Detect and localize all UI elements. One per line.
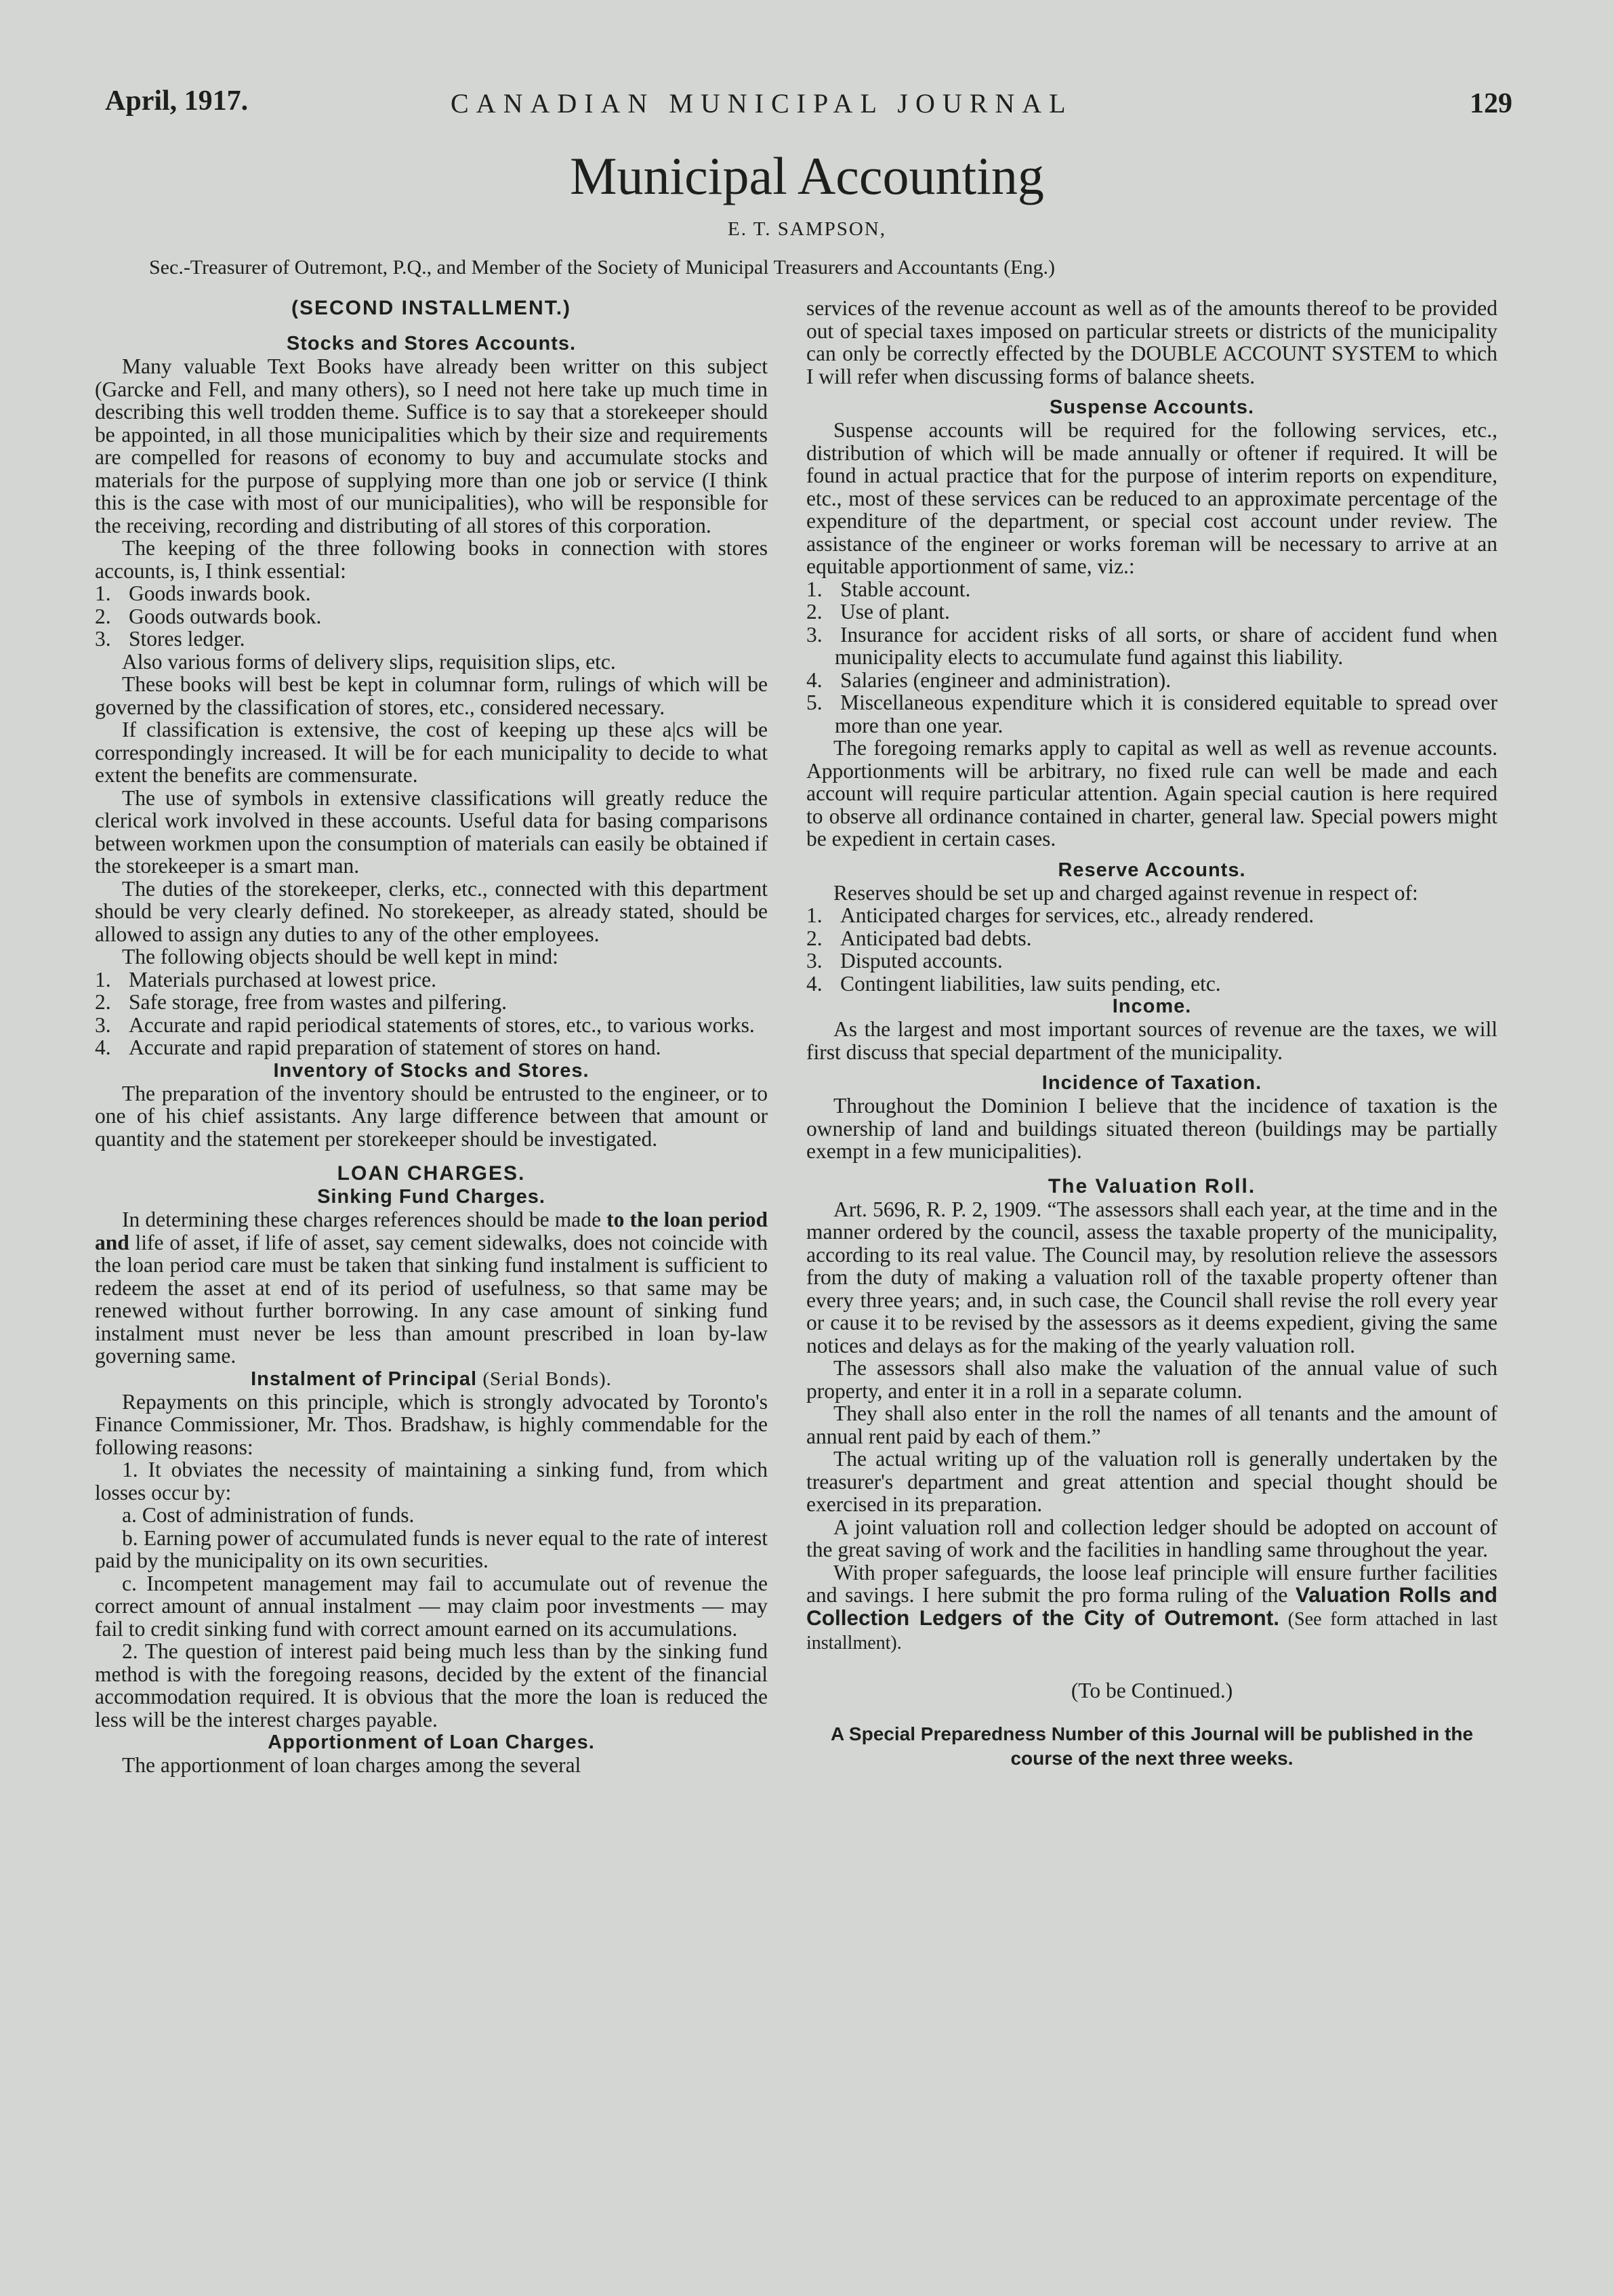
list-item: 3. Insurance for accident risks of all sorts, or share of accident fund when municipality elects to accumulate fund against this liability.	[806, 622, 1497, 669]
heading-income: Income.	[1112, 996, 1192, 1017]
list-item: 1. Stable account.	[806, 577, 971, 601]
heading-apportionment: Apportionment of Loan Charges.	[268, 1731, 595, 1753]
paragraph: The foregoing remarks apply to capital as well as well as revenue accounts. Apportionments will be arbitrary, no fixed rule can well be made and each account will require particular attention. Again special caution is here required to observe all ordinance contained in charter, general law. Special powers might be expedient in certain cases.	[806, 736, 1497, 850]
paragraph: Suspense accounts will be required for the following services, etc., distribution of which will be made annually or oftener if required. It will be found in actual practice that for the purpose of interim reports on expenditure, etc., most of these services can be reduced to an approximate percentage of the expenditure of the department, or special cost account under review. The assistance of the engineer or works foreman will be necessary to arrive at an equitable apportionment of same, viz.:	[806, 418, 1497, 578]
paragraph: These books will best be kept in columnar form, rulings of which will be governed by the classification of stores, etc., considered necessary.	[95, 672, 768, 719]
journal-name: CANADIAN MUNICIPAL JOURNAL	[451, 88, 1073, 119]
list-item: 4. Contingent liabilities, law suits pending, etc.	[806, 971, 1221, 996]
to-be-continued: (To be Continued.)	[1071, 1678, 1233, 1702]
paragraph: Also various forms of delivery slips, requisition slips, etc.	[122, 649, 616, 674]
page-number: 129	[1470, 88, 1512, 119]
article-title: Municipal Accounting	[570, 146, 1044, 205]
paragraph: The assessors shall also make the valuation of the annual value of such property, and enter it in a roll in a separate column.	[806, 1356, 1497, 1403]
paragraph: 1. It obviates the necessity of maintaining a sinking fund, from which losses occur by:	[95, 1458, 768, 1504]
list-item: 3. Disputed accounts.	[806, 949, 1003, 972]
heading-valuation-roll: The Valuation Roll.	[1048, 1174, 1256, 1197]
author-affiliation: Sec.-Treasurer of Outremont, P.Q., and Member of the Society of Municipal Treasurers and Accountants (Eng.)	[149, 256, 1055, 279]
right-column	[806, 297, 1497, 1771]
paragraph: With proper safeguards, the loose leaf principle will ensure further facilities and savings. I here submit the pro forma ruling of the Valuation Rolls and Collection Ledgers of the City of Outremont. (See form attached in last installment).	[806, 1560, 1497, 1654]
list-item: a. Cost of administration of funds.	[122, 1503, 415, 1527]
losses-list	[95, 1504, 768, 1640]
list-item: 5. Miscellaneous expenditure which it is considered equitable to spread over more than one year.	[806, 691, 1497, 737]
list-item: 2. Safe storage, free from wastes and pilfering.	[95, 990, 508, 1014]
list-item: 4. Accurate and rapid preparation of statement of stores on hand.	[95, 1036, 661, 1059]
paragraph: As the largest and most important sources of revenue are the taxes, we will first discuss that special department of the municipality.	[806, 1017, 1497, 1064]
issue-date: April, 1917.	[105, 85, 249, 117]
heading-loan-charges: LOAN CHARGES.	[337, 1162, 526, 1185]
paragraph: The following objects should be well kept in mind:	[122, 945, 558, 968]
heading-sinking-fund: Sinking Fund Charges.	[317, 1186, 545, 1208]
running-head	[105, 85, 1512, 125]
paragraph: The keeping of the three following books in connection with stores accounts, is, I think essential:	[95, 536, 768, 583]
list-item: 2. Use of plant.	[806, 600, 950, 623]
list-item: b. Earning power of accumulated funds is never equal to the rate of interest paid by the municipality on its own securities.	[95, 1525, 768, 1572]
suspense-list	[806, 578, 1497, 737]
installment-label: (SECOND INSTALLMENT.)	[291, 297, 572, 319]
paragraph: The use of symbols in extensive classifications will greatly reduce the clerical work involved in these accounts. Useful data for basing comparisons between workmen upon the consumption of materials can easily be obtained if the storekeeper is a smart man.	[95, 785, 768, 878]
paragraph: Repayments on this principle, which is strongly advocated by Toronto's Finance Commissioner, Mr. Thos. Bradshaw, is highly commendable for the following reasons:	[95, 1389, 768, 1459]
paragraph: The actual writing up of the valuation roll is generally undertaken by the treasurer's department and great attention and special thought should be exercised in its preparation.	[806, 1447, 1497, 1516]
paragraph: A joint valuation roll and collection ledger should be adopted on account of the great saving of work and the facilities in handling same throughout the year.	[806, 1515, 1497, 1561]
list-item: 2. Anticipated bad debts.	[806, 926, 1032, 950]
reserve-list	[806, 904, 1497, 995]
paragraph: They shall also enter in the roll the names of all tenants and the amount of annual rent paid by each of them.”	[806, 1401, 1497, 1448]
heading-inventory: Inventory of Stocks and Stores.	[273, 1059, 589, 1082]
paragraph: The duties of the storekeeper, clerks, etc., connected with this department should be very clearly defined. No storekeeper, as already stated, should be allowed to assign any duties to any of the other employees.	[95, 876, 768, 946]
list-item: 3. Accurate and rapid periodical statements of stores, etc., to various works.	[95, 1012, 755, 1037]
heading-instalment-principal: Instalment of Principal (Serial Bonds).	[251, 1368, 612, 1390]
paragraph: The preparation of the inventory should be entrusted to the engineer, or to one of his chief assistants. Any large difference between that amount or quantity and the statement per storekeeper should be investigated.	[95, 1081, 768, 1151]
list-item: c. Incompetent management may fail to accumulate out of revenue the correct amount of annual instalment — may claim poor investments — may fail to credit sinking fund with correct amount earned on its accumulations.	[95, 1571, 768, 1641]
paragraph: services of the revenue account as well as of the amounts thereof to be provided out of special taxes imposed on particular streets or districts of the municipality can only be correctly effected by the DOUBLE ACCOUNT SYSTEM to which I will refer when discussing forms of balance sheets.	[806, 296, 1497, 388]
paragraph: The apportionment of loan charges among the several	[122, 1753, 581, 1777]
list-item: 1. Anticipated charges for services, etc., already rendered.	[806, 903, 1315, 927]
list-item: 1. Goods inwards book.	[95, 581, 311, 605]
paragraph: If classification is extensive, the cost of keeping up these a|cs will be correspondingly increased. It will be for each municipality to decide to what extent the benefits are commensurate.	[95, 718, 768, 787]
list-item: 2. Goods outwards book.	[95, 604, 322, 628]
paragraph: In determining these charges references should be made to the loan period and life of asset, if life of asset, say cement sidewalks, does not coincide with the loan period care must be taken that sinking fund instalment is sufficient to redeem the asset at end of its period of usefulness, so that same may be renewed without further borrowing. In any case amount of sinking fund instalment must never be less than amount prescribed in loan by-law governing same.	[95, 1208, 768, 1368]
paragraph: 2. The question of interest paid being much less than by the sinking fund method is with the foregoing reasons, decided by the extent of the financial accommodation required. It is obvious that the more the loan is reduced the less will be the interest charges payable.	[95, 1639, 768, 1731]
list-item: 1. Materials purchased at lowest price.	[95, 967, 436, 991]
heading-reserve: Reserve Accounts.	[1058, 859, 1246, 881]
paragraph: Many valuable Text Books have already been writter on this subject (Garcke and Fell, and many others), so I need not here take up much time in describing this well trodden theme. Suffice is to say that a storekeeper should be appointed, in all those municipalities which by their size and requirements are compelled for reasons of economy to buy and accumulate stocks and materials for the purpose of supplying more than one job or service (I think this is the case with most of our municipalities), who will be responsible for the receiving, recording and distributing of all stores of this corporation.	[95, 354, 768, 537]
objects-list	[95, 968, 768, 1059]
paragraph: Art. 5696, R. P. 2, 1909. “The assessors shall each year, at the time and in the manner ordered by the council, assess the taxable property of the municipality, according to its real value. The Council may, by resolution relieve the assessors from the duty of making a valuation roll of the taxable property oftener than every three years; and, in such case, the Council shall revise the roll every year or cause it to be revised by the assessors as it deems expedient, giving the same notices and delays as for the making of the yearly valuation roll.	[806, 1197, 1497, 1357]
paragraph: Throughout the Dominion I believe that the incidence of taxation is the ownership of land and buildings situated thereon (buildings may be partially exempt in a few municipalities).	[806, 1094, 1497, 1163]
heading-incidence: Incidence of Taxation.	[1041, 1072, 1262, 1094]
special-notice: A Special Preparedness Number of this Journal will be published in the course of the next three weeks.	[830, 1723, 1474, 1769]
list-item: 3. Stores ledger.	[95, 627, 245, 651]
article-author: E. T. SAMPSON,	[727, 218, 886, 240]
paragraph: Reserves should be set up and charged against revenue in respect of:	[833, 880, 1418, 905]
books-list	[95, 582, 768, 651]
left-column	[95, 297, 768, 1777]
heading-suspense: Suspense Accounts.	[1049, 396, 1255, 418]
list-item: 4. Salaries (engineer and administration).	[806, 668, 1172, 692]
heading-stocks-stores: Stocks and Stores Accounts.	[286, 333, 577, 354]
